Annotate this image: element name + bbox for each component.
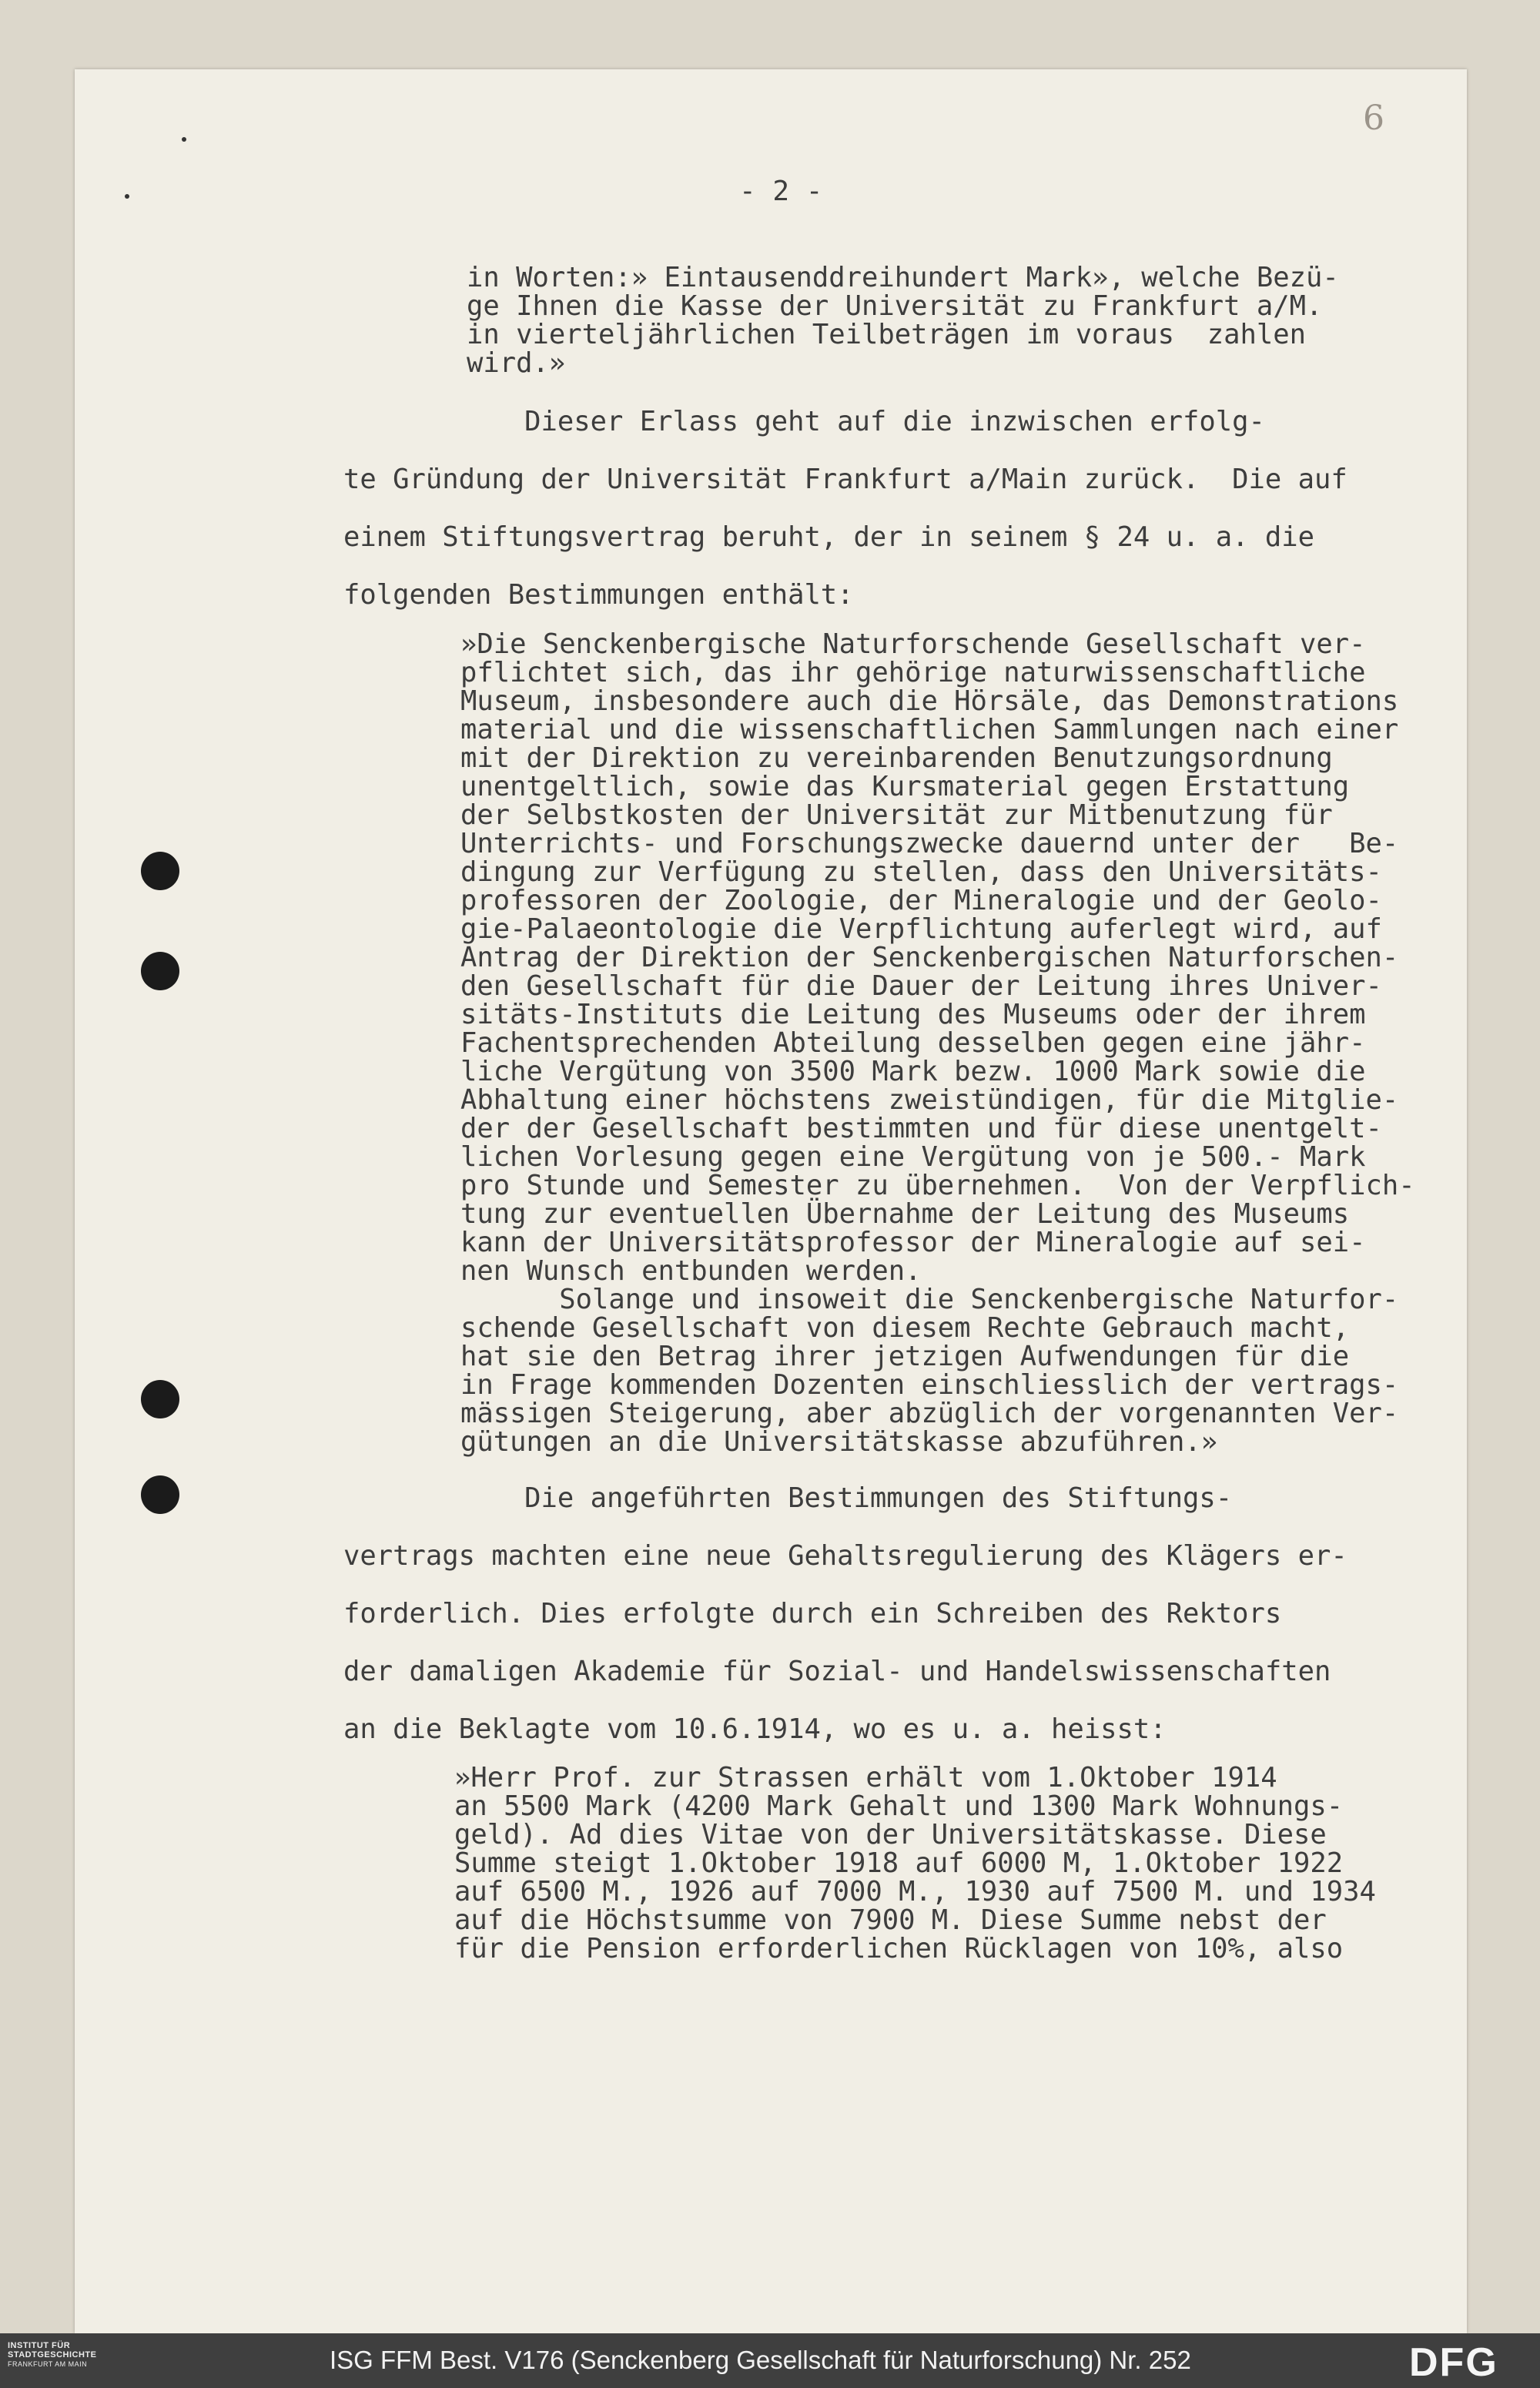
pencil-page-number: 6: [1363, 99, 1384, 138]
block-quote-statute: »Die Senckenbergische Naturforschende Gesellschaft ver- pflichtet sich, das ihr gehörige naturwissenschaftliche Museum, insbesondere auch die Hörsäle, das Demonstrations material und die wissenschaftlichen Sammlungen nach einer mit der Direktion zu vereinbarenden Benutzungsordnung unentgeltlich, sowie das Kursmaterial gegen Erstattung der Selbstkosten der Universität zur Mitbenutzung für Unterrichts- und Forschungszwecke dauernd unter der Be- dingung zur Verfügung zu stellen, dass den Universitäts- professoren der Zoologie, der Mineralogie und der Geolo- gie-Palaeontologie die Verpflichtung auferlegt wird, auf Antrag der Direktion der Senckenbergischen Naturforschen- den Gesellschaft für die Dauer der Leitung ihres Univer- sitäts-Instituts die Leitung des Museums oder der ihrem Fachentsprechenden Abteilung desselben gegen eine jähr- liche Vergütung von 3500 Mark bezw. 1000 Mark sowie die Abhaltung einer höchstens zweistündigen, für die Mitglie- der der Gesellschaft bestimmten und für diese unentgelt- lichen Vorlesung gegen eine Vergütung von je 500.- Mark pro Stunde und Semester zu übernehmen. Von der Verpflich- tung zur eventuellen Übernahme der Leitung des Museums kann der Universitätsprofessor der Mineralogie auf sei- nen Wunsch entbunden werden. Solange und insoweit die Senckenbergische Naturfor- schende Gesellschaft von diesem Rechte Gebrauch macht, hat sie den Betrag ihrer jetzigen Aufwendungen für die in Frage kommenden Dozenten einschliesslich der vertrags- mässigen Steigerung, aber abzüglich der vorgenannten Ver- gütungen an die Universitätskasse abzuführen.»: [460, 628, 1415, 1458]
ink-dot: [182, 137, 186, 142]
punch-hole: [141, 1380, 179, 1418]
punch-hole: [141, 952, 179, 990]
body-paragraph: Dieser Erlass geht auf die inzwischen erfolg- te Gründung der Universität Frankfurt a/Main zurück. Die auf einem Stiftungsvertrag beruht, der in seinem § 24 u. a. die folgenden Bestimmungen enthält:: [343, 406, 1348, 611]
page-number: - 2 -: [739, 176, 823, 207]
block-quote-letter: »Herr Prof. zur Strassen erhält vom 1.Oktober 1914 an 5500 Mark (4200 Mark Gehalt und 1300 Mark Wohnungs- geld). Ad dies Vitae von der Universitätskasse. Diese Summe steigt 1.Oktober 1918 auf 6000 M, 1.Oktober 1922 auf 6500 M., 1926 auf 7000 M., 1930 auf 7500 M. und 1934 auf die Höchstsumme von 7900 M. Diese Summe nebst der für die Pension erforderlichen Rücklagen von 10%, also: [454, 1762, 1376, 1964]
ink-dot: [125, 194, 129, 199]
archive-footer-bar: [0, 2333, 1540, 2388]
institute-line: STADTGESCHICHTE: [8, 2350, 97, 2360]
dfg-logo: DFG: [1409, 2340, 1498, 2385]
punch-hole: [141, 852, 179, 890]
quote-continuation: in Worten:» Eintausenddreihundert Mark», welche Bezü- ge Ihnen die Kasse der Universität zu Frankfurt a/M. in vierteljährlichen Teilbeträgen im voraus zahlen wird.»: [467, 262, 1339, 379]
body-paragraph: Die angeführten Bestimmungen des Stiftungs- vertrags machten eine neue Gehaltsregulierung des Klägers er- forderlich. Dies erfolgte durch ein Schreiben des Rektors der damaligen Akademie für Sozial- und Handelswissenschaften an die Beklagte vom 10.6.1914, wo es u. a. heisst:: [343, 1482, 1348, 1745]
punch-hole: [141, 1475, 179, 1514]
archive-caption: ISG FFM Best. V176 (Senckenberg Gesellschaft für Naturforschung) Nr. 252: [330, 2346, 1191, 2374]
institute-logo: [8, 2341, 96, 2369]
institute-line: FRANKFURT AM MAIN: [8, 2360, 88, 2368]
institute-line: INSTITUT FÜR: [8, 2341, 71, 2350]
